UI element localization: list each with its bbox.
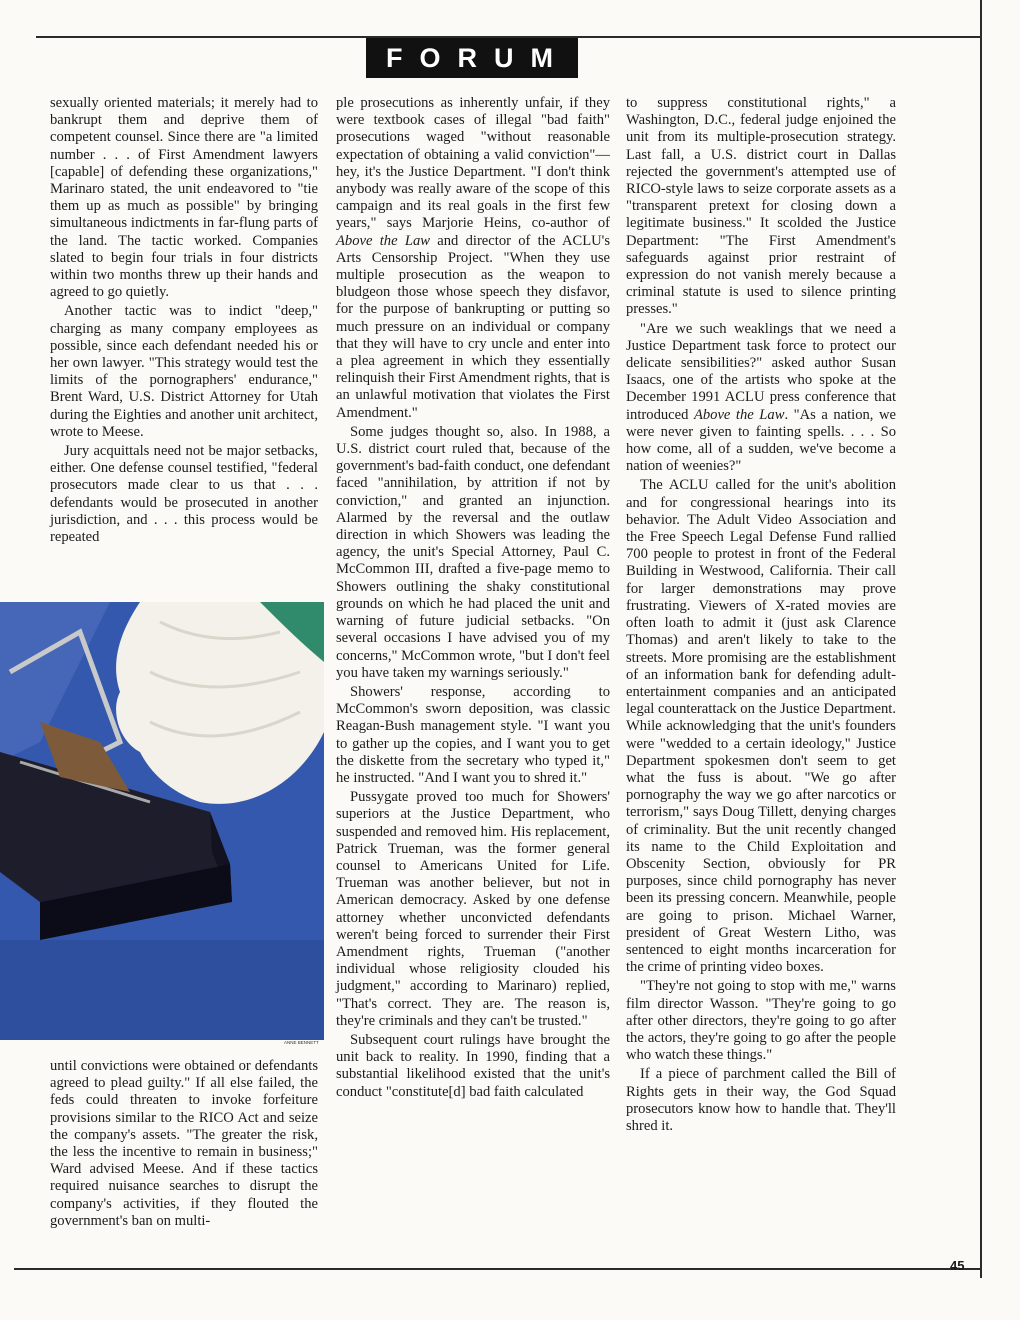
paragraph (626, 321, 896, 476)
paragraph: Another tactic was to indict "deep," charging as many company employees as possible, since each defendant needed his or her own lawyer. "This strategy would test the limits of the pornographers' endurance," Brent Ward, U.S. District Attorney for Utah during the Eighties and another unit architect, wrote to Meese. (50, 303, 318, 440)
text-run: . "As a nation, we were never given to fainting spells. . . . So how come, all of a sudden, we've become a nation of weenies?" (626, 406, 896, 475)
paragraph: until convictions were obtained or defendants agreed to plead guilty." If all else failed, the feds could threaten to invoke forfeiture provisions similar to the RICO Act and seize the company's assets. "The greater the risk, the less the incentive to remain in business;" Ward advised Meese. And if these tactics required nuisance searches to disrupt the company's activities, if they flouted the government's ban on multi- (50, 1058, 318, 1229)
article-column-2 (336, 95, 610, 1103)
section-banner: FORUM (366, 38, 578, 78)
illustration-credit: ANNE BENNETT (284, 1040, 319, 1045)
text-run: and director of the ACLU's Arts Censorship Project. "When they use multiple prosecution as the weapon to bludgeon those whose speech they disfavor, for the purpose of bankrupting or putting so much pressure on an individual or company that they will have to cry uncle and enter into a plea agreement in which they essentially relinquish their First Amendment rights, that is an unlawful motivation that violates the First Amendment." (336, 232, 610, 421)
article-column-3 (626, 95, 896, 1137)
text-run: ple prosecutions as inherently unfair, if they were textbook cases of illegal "bad faith" prosecutions waged "without reasonable expectation of obtaining a valid conviction"—hey, it's the Justice Department. "I don't think anybody was really aware of the scope of this campaign and its real goals in the first few years," says Marjorie Heins, co-author of (336, 95, 610, 232)
article-column-1 (50, 95, 318, 548)
paragraph: Pussygate proved too much for Showers' superiors at the Justice Department, who suspended and removed him. His replacement, Patrick Trueman, was the former general counsel to Americans United for Life. Trueman was another believer, but not in American democracy. Asked by one defense attorney whether unconvicted defendants weren't being forced to surrender their First Amendment rights, Trueman ("another individual whose religiosity clouded his judgment," according to Marinaro) replied, "That's correct. They are. The reason is, they're criminals and they can't be trusted." (336, 789, 610, 1029)
bottom-rule (14, 1268, 980, 1270)
page-number: 45 (950, 1258, 965, 1273)
paragraph (336, 95, 610, 422)
paragraph: to suppress constitutional rights," a Washington, D.C., federal judge enjoined the unit from its multiple-prosecution strategy. Last fall, a U.S. district court in Dallas rejected the government's attempted use of RICO-style laws to seize corporate assets as a "transparent pretext for closing down a legitimate business." It scolded the Justice Department: "The First Amendment's safeguards against prior restraint of expression do not vanish merely because a criminal statute is used to silence printing presses." (626, 95, 896, 318)
mousetrap-illustration (0, 602, 324, 1040)
paragraph: Subsequent court rulings have brought the unit back to reality. In 1990, finding that a substantial likelihood existed that the unit's conduct "constitute[d] bad faith calculated (336, 1031, 610, 1100)
paragraph: sexually oriented materials; it merely had to bankrupt them and deprive them of competent counsel. Since there are "a limited number . . . of First Amendment lawyers [capable] of defending these organizations," Marinaro stated, the unit endeavored to "tie them up as much as possible" by bringing simultaneous indictments in far-flung parts of the land. The tactic worked. Companies slated to begin four trials in four districts within two months threw up their hands and agreed to go quietly. (50, 95, 318, 301)
paragraph: Some judges thought so, also. In 1988, a U.S. district court ruled that, because of the government's bad-faith conduct, one defendant faced "annihilation, by attrition if not by conviction," and granted an injunction. Alarmed by the reversal and the outlaw direction in which Showers was leading the agency, the unit's Special Attorney, Paul C. McCommon III, drafted a five-page memo to Showers outlining the shaky constitutional grounds on which he had placed the unit and warning of future judicial setbacks. "On several occasions I have advised you of my concerns," McCommon wrote, "but I don't feel you have taken my warnings seriously." (336, 423, 610, 681)
book-title: Above the Law (336, 232, 430, 249)
paragraph: The ACLU called for the unit's abolition and for congressional hearings into its behavior. The Adult Video Association and the Free Speech Legal Defense Fund rallied 700 people to protest in front of the Federal Building in Westwood, California. Their call for larger demonstrations may prove frustrating. Viewers of X-rated movies are often loath to admit it (just ask Clarence Thomas) and aren't likely to take to the streets. More promising are the establishment of an information bank for defending adult-entertainment companies and an anticipated legal counterattack on the Justice Department. While acknowledging that the unit's founders were "wedded to a certain ideology," Justice Department spokesmen don't seem to get what the fuss is about. "We go after pornography the way we go after narcotics or terrorism," says Doug Tillett, denying charges of criminality. But the unit recently changed its name to the Child Exploitation and Obscenity Section, obviously for PR purposes, since child pornography has never been its pressing concern. Meanwhile, people are going to prison. Michael Warner, president of Great Western Litho, was sentenced to eight months incarceration for the crime of printing video boxes. (626, 477, 896, 976)
paragraph: "They're not going to stop with me," warns film director Wasson. "They're going to go after other directors, they're going to go after the actors, they're going to go after the people who watch these things." (626, 978, 896, 1064)
paragraph: Showers' response, according to McCommon's sworn deposition, was classic Reagan-Bush management style. "I want you to gather up the copies, and I want you to get the diskette from the secretary who typed it," he instructed. "And I want you to shred it." (336, 683, 610, 786)
paragraph: If a piece of parchment called the Bill of Rights gets in their way, the God Squad prosecutors know how to handle that. They'll shred it. (626, 1066, 896, 1134)
article-column-1-continued (50, 1058, 318, 1232)
text-run: "Are we such weaklings that we need a Justice Department task force to protect our delicate sensibilities?" asked author Susan Isaacs, one of the artists who spoke at the December 1991 ACLU press conference that introduced (626, 320, 896, 423)
paragraph: Jury acquittals need not be major setbacks, either. One defense counsel testified, "federal prosecutors made clear to us that . . . defendants would be prosecuted in another jurisdiction, and . . . this process would be repeated (50, 443, 318, 546)
book-title: Above the Law (693, 406, 785, 423)
